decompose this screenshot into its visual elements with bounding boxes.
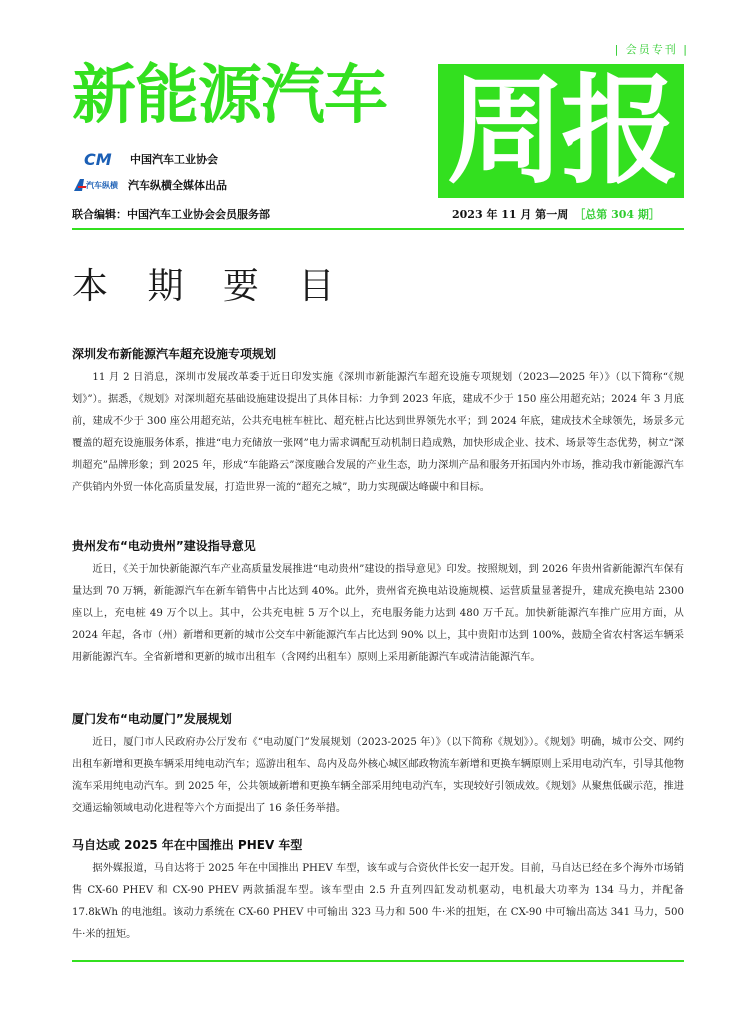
toc-heading: 本 期 要 目 [72, 266, 349, 307]
article-body: 11 月 2 日消息，深圳市发展改革委于近日印发实施《深圳市新能源汽车超充设施专项规划（2023—2025 年）》（以下简称“《规划》”）。据悉，《规划》对深圳超充基础设施建设提出了具体目标：力争到 2023 年底，建成不少于 150 座公用超充站；2024 年 3 月底前，建成不少于 300 座公用超充站，公共充电桩车桩比、超充桩占比达到世界领先水平；到 2024 年底，建成技术全球领先，场景多元覆盖的超充设施服务体系，推进“电力充储放一张网”电力需求调配互动机制日趋成熟，加快形成企业、技术、场景等生态优势，树立“深圳超充”品牌形象；到 2025 年，形成“车能路云”深度融合发展的产业生态，助力深圳产品和服务开拓国内外市场，推动我市新能源汽车产供销内外贸一体化高质量发展，打造世界一流的“超充之城”，助力实现碳达峰碳中和目标。 [72, 372, 684, 493]
svg-text:CM: CM [84, 150, 112, 168]
article-body: 据外媒报道，马自达将于 2025 年在中国推出 PHEV 车型，该车或与合资伙伴长安一起开发。目前，马自达已经在多个海外市场销售 CX-60 PHEV 和 CX-90 PHEV 两款插混车型。该车型由 2.5 升直列四缸发动机驱动，电机最大功率为 134 马力，并配备 17.8kWh 的电池组。该动力系统在 CX-60 PHEV 中可输出 323 马力和 500 牛·米的扭矩，在 CX-90 中可输出高达 341 马力，500 牛·米的扭矩。 [72, 863, 684, 940]
article-title: 贵州发布“电动贵州”建设指导意见 [72, 539, 256, 553]
article-body: 近日，《关于加快新能源汽车产业高质量发展推进“电动贵州”建设的指导意见》印发。按照规划，到 2026 年贵州省新能源汽车保有量达到 70 万辆，新能源汽车在新车销售中占比达到 40%。此外，贵州省充换电站设施规模、运营质量显著提升，建成充换电站 2300 座以上，充电桩 49 万个以上。其中，公共充电桩 5 万个以上，充电服务能力达到 480 万千瓦。加快新能源汽车推广应用方面，从 2024 年起，各市（州）新增和更新的城市公交车中新能源汽车占比达到 90% 以上，其中贵阳市达到 100%，鼓励全省农村客运车辆采用新能源汽车。全省新增和更新的城市出租车（含网约出租车）原则上采用新能源汽车或清洁能源汽车。 [72, 564, 684, 663]
issue-info [452, 206, 660, 222]
caam-org-name: 中国汽车工业协会 [130, 153, 218, 166]
caam-org-row [82, 150, 218, 168]
co-editor-line: 联合编辑：中国汽车工业协会会员服务部 [72, 208, 270, 221]
issue-number: ［总第 304 期］ [574, 208, 660, 221]
article-3 [72, 710, 684, 820]
masthead-weekly-box: 周报 [438, 64, 684, 198]
svg-text:汽车纵横: 汽车纵横 [86, 181, 118, 190]
caam-logo-icon [82, 150, 122, 168]
article-1 [72, 345, 684, 499]
autonews-logo-icon [72, 177, 120, 193]
article-body: 近日，厦门市人民政府办公厅发布《“电动厦门”发展规划（2023-2025 年）》（以下简称《规划》）。《规划》明确，城市公交、网约出租车新增和更换车辆采用纯电动汽车；巡游出租车、岛内及岛外核心城区邮政物流车新增和更换车辆原则上采用电动汽车，引导其他物流车采用纯电动汽车。到 2025 年，公共领域新增和更换车辆全部采用纯电动汽车，实现较好引领成效。《规划》从聚焦低碳示范，推进交通运输领域电动化进程等六个方面提出了 16 条任务举措。 [72, 737, 684, 814]
footer-divider [72, 960, 684, 962]
article-title: 厦门发布“电动厦门”发展规划 [72, 712, 232, 726]
article-4 [72, 836, 684, 946]
header-divider [72, 228, 684, 230]
member-tag: | 会员专刊 | [614, 43, 689, 56]
issue-date: 2023 年 11 月 第一周 [452, 208, 569, 221]
article-2 [72, 537, 684, 669]
article-title: 马自达或 2025 年在中国推出 PHEV 车型 [72, 838, 303, 852]
article-title: 深圳发布新能源汽车超充设施专项规划 [72, 347, 277, 361]
masthead-title: 新能源汽车 [72, 59, 387, 133]
autonews-org-name: 汽车纵横全媒体出品 [128, 179, 227, 192]
autonews-org-row [72, 177, 227, 193]
